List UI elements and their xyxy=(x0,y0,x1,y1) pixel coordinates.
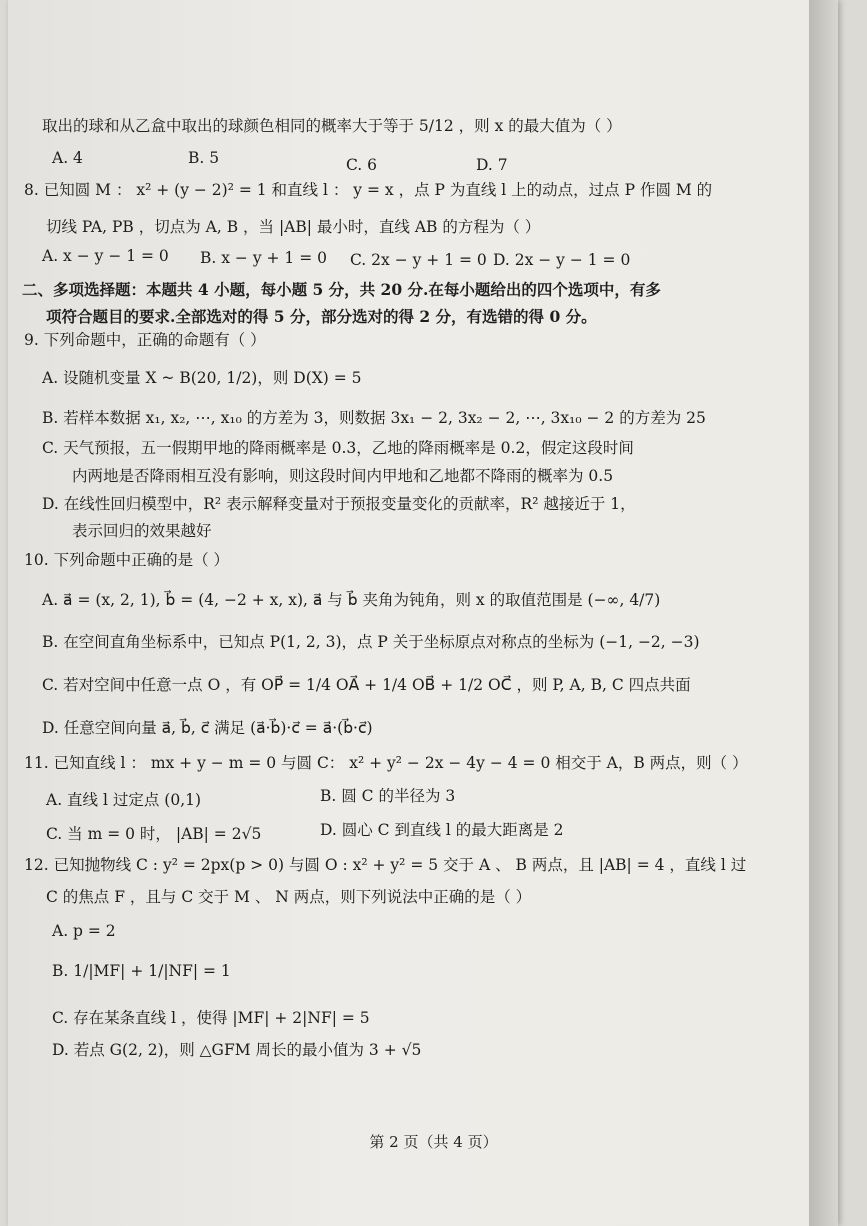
q10-option-a: A. a⃗ = (x, 2, 1), b⃗ = (4, −2 + x, x), a⃗ 与 b⃗ 夹角为钝角，则 x 的取值范围是 (−∞, 4/7) xyxy=(42,591,661,609)
q12-stem-2: C 的焦点 F ，且与 C 交于 M 、 N 两点，则下列说法中正确的是（ ） xyxy=(46,888,532,906)
page-footer: 第 2 页（共 4 页） xyxy=(369,1133,498,1151)
q9-option-c-2: 内两地是否降雨相互没有影响，则这段时间内甲地和乙地都不降雨的概率为 0.5 xyxy=(72,467,614,485)
q12-option-d: D. 若点 G(2, 2)，则 △GFM 周长的最小值为 3 + √5 xyxy=(52,1041,422,1059)
page-edge-shadow xyxy=(809,0,838,1226)
q9-stem: 9. 下列命题中，正确的命题有（ ） xyxy=(24,331,266,349)
q7-option-c: C. 6 xyxy=(346,156,378,174)
q12-option-a: A. p = 2 xyxy=(52,922,116,940)
q9-option-c-1: C. 天气预报，五一假期甲地的降雨概率是 0.3，乙地的降雨概率是 0.2，假定这段时间 xyxy=(42,439,634,457)
q9-option-a: A. 设随机变量 X ~ B(20, 1/2)，则 D(X) = 5 xyxy=(42,369,362,387)
q8-option-c: C. 2x − y + 1 = 0 xyxy=(350,251,487,269)
q9-option-d-1: D. 在线性回归模型中，R² 表示解释变量对于预报变量变化的贡献率，R² 越接近于 1， xyxy=(42,495,636,513)
q12-option-b: B. 1/|MF| + 1/|NF| = 1 xyxy=(52,962,231,980)
q7-option-d: D. 7 xyxy=(476,156,508,174)
q10-option-b: B. 在空间直角坐标系中，已知点 P(1, 2, 3)，点 P 关于坐标原点对称点的坐标为 (−1, −2, −3) xyxy=(42,633,700,651)
q8-option-d: D. 2x − y − 1 = 0 xyxy=(493,251,631,269)
q9-option-b: B. 若样本数据 x₁, x₂, ⋯, x₁₀ 的方差为 3，则数据 3x₁ − 2, 3x₂ − 2, ⋯, 3x₁₀ − 2 的方差为 25 xyxy=(42,409,706,427)
q9-option-d-2: 表示回归的效果越好 xyxy=(72,522,212,540)
q11-option-b: B. 圆 C 的半径为 3 xyxy=(320,787,456,805)
section-heading-1: 二、多项选择题：本题共 4 小题，每小题 5 分，共 20 分.在每小题给出的四个选项中，有多 xyxy=(22,280,661,299)
q8-option-a: A. x − y − 1 = 0 xyxy=(42,247,169,265)
q11-stem: 11. 已知直线 l ： mx + y − m = 0 与圆 C： x² + y² − 2x − 4y − 4 = 0 相交于 A，B 两点，则（ ） xyxy=(24,754,748,772)
q8-option-b: B. x − y + 1 = 0 xyxy=(200,249,327,267)
q10-stem: 10. 下列命题中正确的是（ ） xyxy=(24,551,230,569)
q11-option-c: C. 当 m = 0 时， |AB| = 2√5 xyxy=(46,825,262,843)
q8-stem-1: 8. 已知圆 M ： x² + (y − 2)² = 1 和直线 l ： y = x ，点 P 为直线 l 上的动点，过点 P 作圆 M 的 xyxy=(24,181,713,199)
line-1: 取出的球和从乙盒中取出的球颜色相同的概率大于等于 5/12 ，则 x 的最大值为（ ） xyxy=(42,117,622,135)
q7-option-a: A. 4 xyxy=(52,149,83,167)
q10-option-c: C. 若对空间中任意一点 O ，有 OP⃗ = 1/4 OA⃗ + 1/4 OB⃗ + 1/2 OC⃗ ，则 P, A, B, C 四点共面 xyxy=(42,676,691,694)
q12-option-c: C. 存在某条直线 l ，使得 |MF| + 2|NF| = 5 xyxy=(52,1009,370,1027)
q12-stem-1: 12. 已知抛物线 C : y² = 2px(p > 0) 与圆 O : x² + y² = 5 交于 A 、 B 两点，且 |AB| = 4 ，直线 l 过 xyxy=(24,856,747,874)
q10-option-d: D. 任意空间向量 a⃗, b⃗, c⃗ 满足 (a⃗·b⃗)·c⃗ = a⃗·(b⃗·c⃗) xyxy=(42,719,373,737)
q11-option-d: D. 圆心 C 到直线 l 的最大距离是 2 xyxy=(320,821,564,839)
q11-option-a: A. 直线 l 过定点 (0,1) xyxy=(46,791,202,809)
section-heading-2: 项符合题目的要求.全部选对的得 5 分，部分选对的得 2 分，有选错的得 0 分。 xyxy=(46,307,597,326)
q7-option-b: B. 5 xyxy=(188,149,220,167)
q8-stem-2: 切线 PA, PB ，切点为 A, B ，当 |AB| 最小时，直线 AB 的方程为（ ） xyxy=(46,218,541,236)
